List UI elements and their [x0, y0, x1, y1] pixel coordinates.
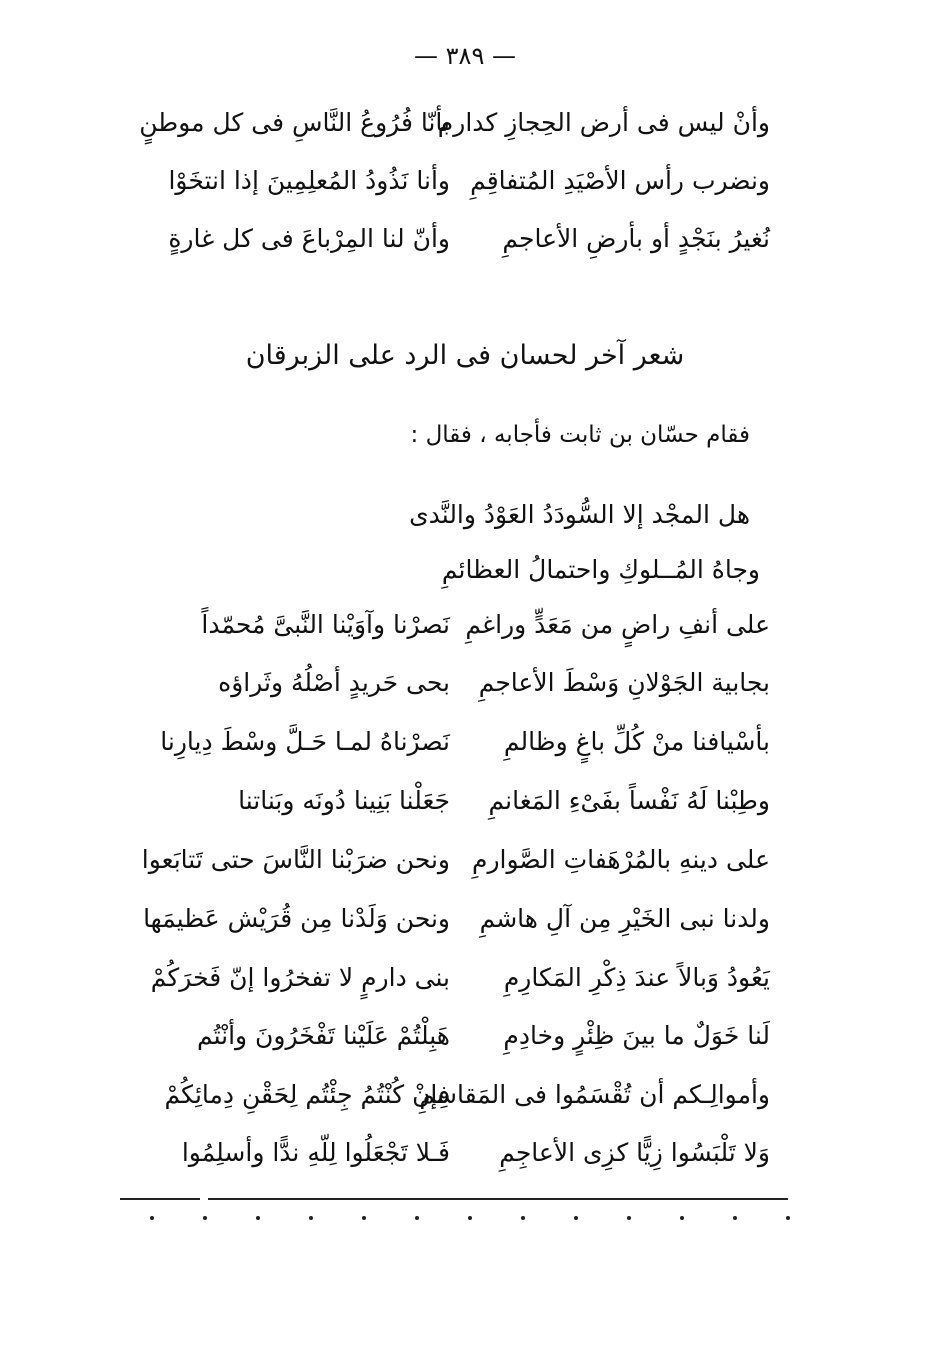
dot [521, 1216, 525, 1220]
dot [574, 1216, 578, 1220]
verse-first-hemistich: نَصرْنا وآوَيْنا النَّبىَّ مُحمّداً [201, 610, 450, 639]
verse-second-hemistich: يَعُودُ وَبالاً عندَ ذِكْرِ المَكارِمِ [503, 963, 770, 992]
dot [733, 1216, 737, 1220]
footer-rule-long [208, 1198, 788, 1200]
verse-second-hemistich: وطِبْنا لَهُ نَفْساً بفَىْءِ المَغانمِ [488, 786, 770, 815]
dot [309, 1216, 313, 1220]
verse-second-hemistich: وَلا تَلْبَسُوا زِيًّا كزِى الأعاجِمِ [499, 1138, 770, 1167]
dot [415, 1216, 419, 1220]
verse-first-hemistich: بأنّا فُرُوعُ النَّاسِ فى كل موطنٍ [139, 108, 450, 137]
footer-dot-row [150, 1216, 790, 1220]
dot [680, 1216, 684, 1220]
dot [468, 1216, 472, 1220]
verse-first-hemistich: فإنْ كُنْتُمُ جِئْتُم لِحَقْنِ دِمائِكُمْ [164, 1080, 450, 1109]
section-title: شعر آخر لحسان فى الرد على الزبرقان [245, 340, 685, 371]
dot [150, 1216, 154, 1220]
verse-second-hemistich: ونضرب رأس الأصْيَدِ المُتفاقِمِ [470, 166, 770, 195]
verse-second-hemistich: على أنفِ راضٍ من مَعَدٍّ وراغمِ [465, 610, 770, 639]
opening-verse-second: وجاهُ المُــلوكِ واحتمالُ العظائمِ [441, 555, 760, 584]
dot [203, 1216, 207, 1220]
intro-line: فقام حسّان بن ثابت فأجابه ، فقال : [410, 422, 750, 448]
verse-second-hemistich: لَنا خَوَلٌ ما بينَ ظِئْرٍ وخادِمِ [503, 1021, 770, 1050]
verse-first-hemistich: وأنّ لنا المِرْباعَ فى كل غارةٍ [168, 224, 450, 253]
page-number: — ٣٨٩ — [414, 42, 516, 70]
footer-rule-short [120, 1198, 200, 1200]
opening-verse-first: هل المجْد إلا السُّودَدُ العَوْدُ والنَّدى [409, 500, 750, 529]
verse-first-hemistich: نَصرْناهُ لمـا حَـلَّ وسْطَ دِيارِنا [160, 727, 450, 756]
dot [362, 1216, 366, 1220]
dot [627, 1216, 631, 1220]
verse-first-hemistich: بنى دارمٍ لا تفخرُوا إنّ فَخرَكُمْ [150, 963, 450, 992]
verse-second-hemistich: وأموالِـكم أن تُقْسَمُوا فى المَقاسِمِ [419, 1080, 770, 1109]
verse-second-hemistich: بجابية الجَوْلانِ وَسْطَ الأعاجمِ [478, 668, 770, 697]
verse-first-hemistich: وأنا نَذُودُ المُعلِمِينَ إذا انتخَوْا [168, 166, 450, 195]
verse-first-hemistich: جَعَلْنا بَنِينا دُونَه وبَناتنا [238, 786, 450, 815]
dot [786, 1216, 790, 1220]
verse-first-hemistich: بحى حَريدٍ أصْلُهُ وثَراؤه [218, 668, 450, 697]
dot [256, 1216, 260, 1220]
verse-first-hemistich: ونحن ضرَبْنا النَّاسَ حتى تَتابَعوا [141, 845, 450, 874]
verse-second-hemistich: على دينهِ بالمُرْهَفاتِ الصَّوارمِ [472, 845, 770, 874]
verse-first-hemistich: فَـلا تَجْعَلُوا لِلّهِ ندًّا وأسلِمُوا [181, 1138, 450, 1167]
verse-first-hemistich: هَبِلْتُمْ عَلَيْنا تَفْخَرُونَ وأنْتُم [196, 1021, 450, 1050]
verse-second-hemistich: بأسْيافنا منْ كُلِّ باغٍ وظالمِ [503, 727, 770, 756]
verse-second-hemistich: ولدنا نبى الخَيْرِ مِن آلِ هاشمِ [479, 904, 770, 933]
verse-second-hemistich: وأنْ ليس فى أرض الحِجازِ كدارم [437, 108, 770, 137]
verse-first-hemistich: ونحن وَلَدْنا مِن قُرَيْش عَظيمَها [143, 904, 450, 933]
verse-second-hemistich: نُغيرُ بنَجْدٍ أو بأرضِ الأعاجمِ [502, 224, 770, 253]
